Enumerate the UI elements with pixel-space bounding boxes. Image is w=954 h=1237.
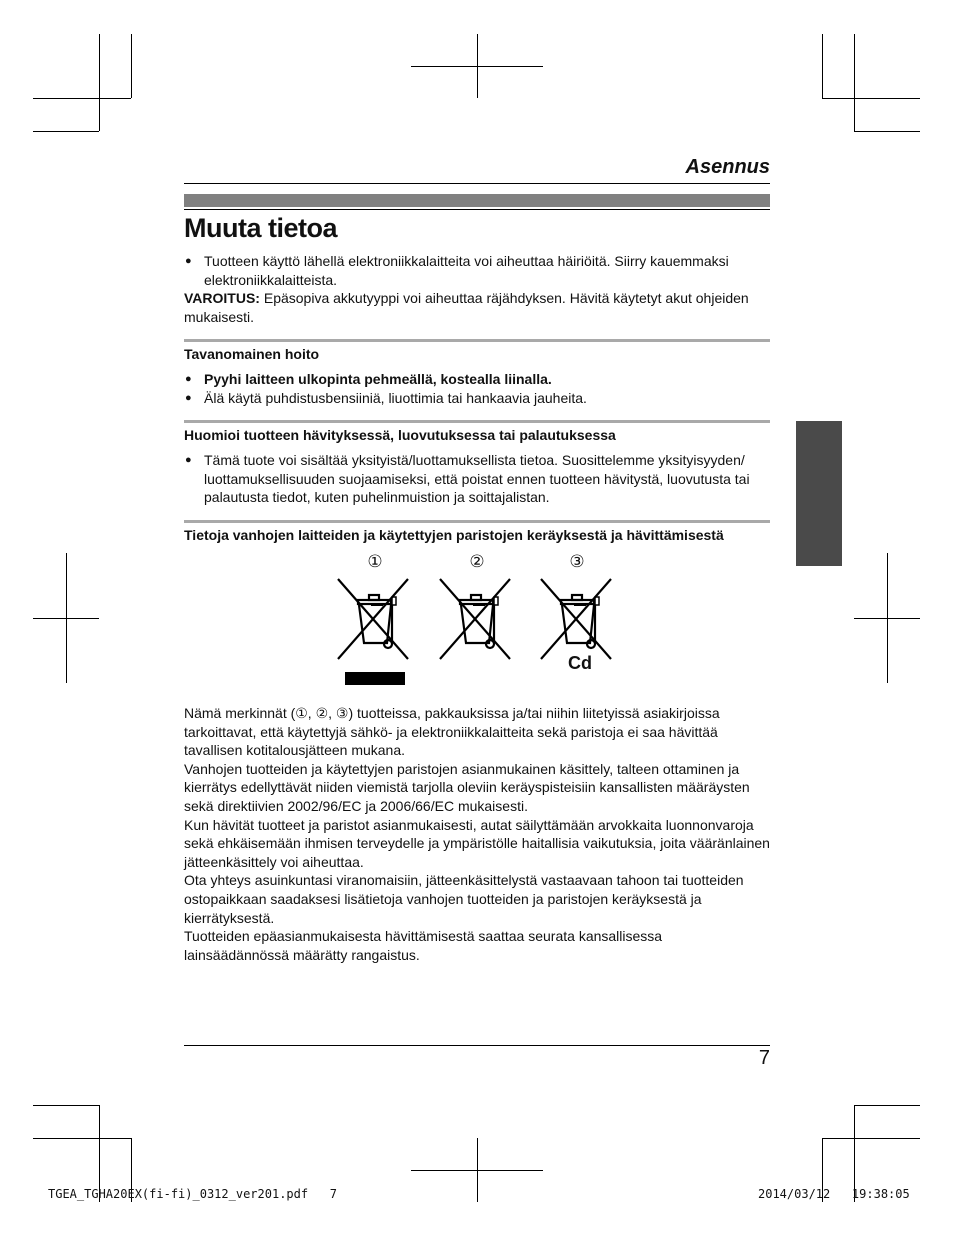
weee-paragraph: Kun hävität tuotteet ja paristot asianmukaisesti, autat säilyttämään arvokkaita luonnonvaroja sekä ehkäisemään ihmisen terveydelle ja ympäristölle haitallisia vaikutuksia, joita vääränlainen jätteenkäsittely voi aiheuttaa. xyxy=(184,816,770,870)
symbol-number-2: ② xyxy=(469,552,485,571)
section-header: Asennus xyxy=(685,156,770,178)
section-bar-underline xyxy=(184,209,770,210)
divider xyxy=(184,520,770,523)
intro-bullet: ● Tuotteen käyttö lähellä elektroniikkalaitteita voi aiheuttaa häiriöitä. Siirry kauemmaksi elektroniikkalaitteista. xyxy=(184,252,770,289)
page-title: Muuta tietoa xyxy=(184,213,337,243)
page-number: 7 xyxy=(758,1047,770,1069)
care-item: ● Pyyhi laitteen ulkopinta pehmeällä, kostealla liinalla. xyxy=(184,370,770,389)
care-heading: Tavanomainen hoito xyxy=(184,346,320,362)
disposal-item: ● Tämä tuote voi sisältää yksityistä/luottamuksellista tietoa. Suosittelemme yksityisyyden/ luottamuksellisuuden suojaamiseksi, että poistat ennen tuotteen hävitystä, luovutusta tai palautusta tiedot, kuten puhelinmuistion ja soittajalistan. xyxy=(184,451,770,507)
care-item: ● Älä käytä puhdistusbensiiniä, liuottimia tai hankaavia jauheita. xyxy=(184,389,770,408)
divider xyxy=(184,339,770,342)
cd-label: Cd xyxy=(568,653,592,673)
intro-block xyxy=(184,252,770,326)
disposal-heading: Huomioi tuotteen hävityksessä, luovutuksessa tai palautuksessa xyxy=(184,427,616,443)
weee-paragraph: Ota yhteys asuinkuntasi viranomaisiin, jätteenkäsittelystä vastaavaan tahoon tai tuotteiden ostopaikkaan saadaksesi lisätietoja vanhojen tuotteiden ja paristojen keräyksestä ja kierrätyksestä. xyxy=(184,872,744,926)
print-timestamp: 2014/03/12 19:38:05 xyxy=(758,1187,910,1201)
section-bar xyxy=(184,194,770,207)
divider xyxy=(184,420,770,423)
print-file-info: TGEA_TGHA20EX(fi-fi)_0312_ver201.pdf 7 xyxy=(48,1187,337,1201)
side-tab xyxy=(796,421,842,566)
footer-rule xyxy=(184,1045,770,1046)
weee-paragraph: Nämä merkinnät (①, ②, ③) tuotteissa, pakkauksissa ja/tai niihin liitetyissä asiakirjoissa tarkoittavat, että käytettyjä sähkö- ja elektroniikkalaitteita sekä paristoja ei saa hävittää tavallisen kotitalousjätteen mukana. xyxy=(184,705,720,759)
care-list xyxy=(184,370,770,407)
symbol-number-1: ① xyxy=(367,552,383,571)
weee-paragraph: Vanhojen tuotteiden ja käytettyjen paristojen asianmukainen käsittely, talteen ottaminen ja kierrätys edellyttävät niiden viemistä tarjolla oleviin keräyspisteisiin kansallisten määräysten sekä direktiivien 2002/96/EC ja 2006/66/EC mukaisesti. xyxy=(184,760,750,814)
weee-paragraph: Tuotteiden epäasianmukaisesta hävittämisestä saattaa seurata kansallisessa lainsäädännössä määrätty rangaistus. xyxy=(184,928,663,963)
crossed-out-wheelie-bin-with-bar-icon xyxy=(336,577,412,689)
crossed-out-wheelie-bin-icon xyxy=(438,577,514,667)
symbol-number-3: ③ xyxy=(569,552,585,571)
warning-paragraph xyxy=(184,289,770,326)
warning-label: VAROITUS: xyxy=(184,290,260,307)
disposal-list xyxy=(184,451,770,507)
weee-text xyxy=(184,704,770,964)
weee-heading: Tietoja vanhojen laitteiden ja käytettyjen paristojen keräyksestä ja hävittämisestä xyxy=(184,527,724,543)
header-rule xyxy=(184,183,770,184)
warning-text: Epäsopiva akkutyyppi voi aiheuttaa räjähdyksen. Hävitä käytetyt akut ohjeiden mukaisesti. xyxy=(184,290,749,325)
